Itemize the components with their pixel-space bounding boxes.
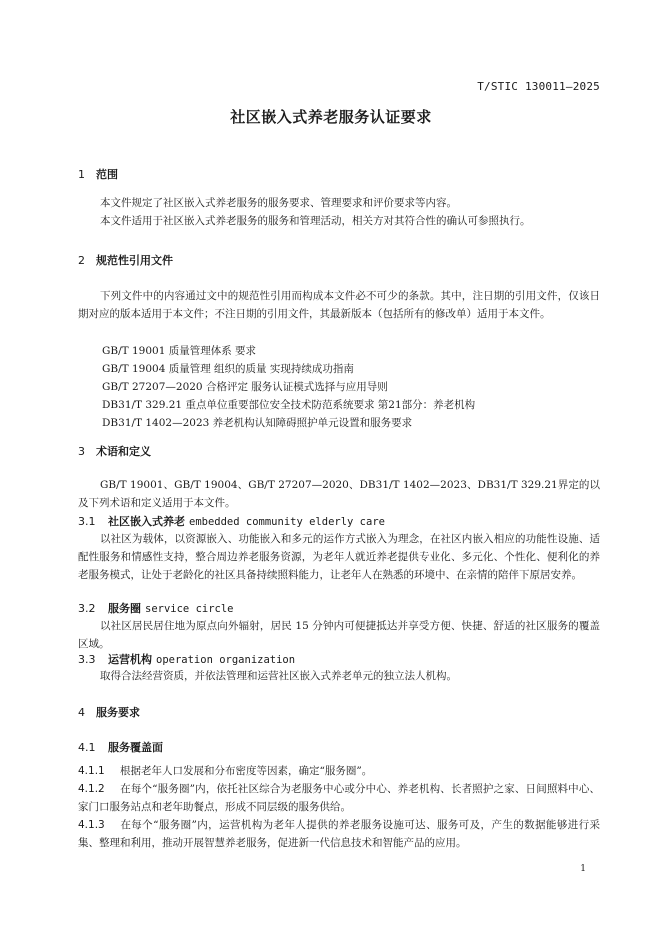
term-number: 3.1 — [78, 515, 96, 528]
subsection-heading — [78, 739, 163, 755]
term-definition: 取得合法经营资质，并依法管理和运营社区嵌入式养老单元的独立法人机构。 — [100, 670, 457, 682]
term-en: embedded community elderly care — [189, 516, 385, 528]
clause-text: 在每个“服务圈”内，依托社区综合为老服务中心或分中心、养老机构、长者照护之家、日间照料中心、家门口服务站点和老年助餐点，形成不同层级的服务供给。 — [78, 783, 600, 813]
term-zh: 社区嵌入式养老 — [108, 515, 185, 528]
page-number: 1 — [580, 864, 586, 874]
reference-item: DB31/T 329.21 重点单位重要部位安全技术防范系统要求 第21部分：养老机构 — [102, 399, 476, 411]
subsection-title: 服务覆盖面 — [108, 741, 163, 754]
subsection-number: 4.1 — [78, 741, 96, 754]
scope-paragraph-2: 本文件适用于社区嵌入式养老服务的服务和管理活动，相关方对其符合性的确认可参照执行。 — [100, 215, 531, 227]
clause-number: 4.1.2 — [78, 783, 105, 795]
section-title: 范围 — [96, 168, 118, 181]
clause — [78, 816, 600, 852]
term-en: operation organization — [156, 654, 296, 666]
reference-item: GB/T 19004 质量管理 组织的质量 实现持续成功指南 — [102, 363, 354, 375]
section-number: 1 — [78, 168, 85, 181]
clause-number: 4.1.1 — [78, 765, 105, 777]
term-en: service circle — [145, 603, 234, 615]
clause-text: 在每个“服务圈”内，运营机构为老年人提供的养老服务设施可达、服务可及，产生的数据能够进行采集、整理和利用，推动开展智慧养老服务，促进新一代信息技术和智能产品的应用。 — [78, 819, 600, 849]
term-definition: 以社区为载体，以资源嵌入、功能嵌入和多元的运作方式嵌入为理念，在社区内嵌入相应的功能性设施、适配性服务和情感性支持，整合周边养老服务资源，为老年人就近养老提供专业化、多元化、个性化、便利化的养老服务模式，让处于老龄化的社区具备持续照料能力，让老年人在熟悉的环境中、在亲情的陪伴下原居安养。 — [78, 533, 600, 581]
term-definition: 以社区居民居住地为原点向外辐射，居民 15 分钟内可便捷抵达并享受方便、快捷、舒适的社区服务的覆盖区域。 — [78, 620, 600, 650]
clause-text: 根据老年人口发展和分布密度等因素，确定“服务圈”。 — [120, 765, 373, 777]
section-title: 术语和定义 — [96, 445, 151, 458]
term-heading — [78, 651, 295, 667]
section-heading-terms — [78, 443, 151, 459]
section-heading-service-requirements — [78, 704, 140, 720]
section-number: 3 — [78, 445, 85, 458]
references-intro: 下列文件中的内容通过文中的规范性引用而构成本文件必不可少的条款。其中，注日期的引用文件，仅该日期对应的版本适用于本文件；不注日期的引用文件，其最新版本（包括所有的修改单）适用于本文件。 — [78, 290, 600, 320]
scope-paragraph-1: 本文件规定了社区嵌入式养老服务的服务要求、管理要求和评价要求等内容。 — [100, 197, 457, 209]
reference-item: GB/T 19001 质量管理体系 要求 — [102, 345, 257, 357]
term-heading — [78, 513, 385, 529]
term-number: 3.3 — [78, 653, 96, 666]
section-title: 规范性引用文件 — [96, 254, 173, 267]
reference-item: DB31/T 1402—2023 养老机构认知障碍照护单元设置和服务要求 — [102, 417, 413, 429]
section-heading-scope — [78, 166, 118, 182]
section-number: 2 — [78, 254, 85, 267]
term-zh: 服务圈 — [108, 602, 141, 615]
clause-number: 4.1.3 — [78, 819, 105, 831]
section-title: 服务要求 — [96, 706, 140, 719]
standard-code: T/STIC 130011—2025 — [477, 80, 600, 93]
section-number: 4 — [78, 706, 85, 719]
clause — [78, 780, 600, 816]
page-title: 社区嵌入式养老服务认证要求 — [230, 108, 432, 126]
reference-item: GB/T 27207—2020 合格评定 服务认证模式选择与应用导则 — [102, 381, 388, 393]
terms-intro: GB/T 19001、GB/T 19004、GB/T 27207—2020、DB31/T 1402—2023、DB31/T 329.21界定的以及下列术语和定义适用于本文件。 — [78, 479, 600, 509]
term-heading — [78, 600, 234, 616]
clause — [78, 762, 600, 780]
term-number: 3.2 — [78, 602, 96, 615]
term-zh: 运营机构 — [108, 653, 152, 666]
section-heading-normative-references — [78, 252, 173, 268]
